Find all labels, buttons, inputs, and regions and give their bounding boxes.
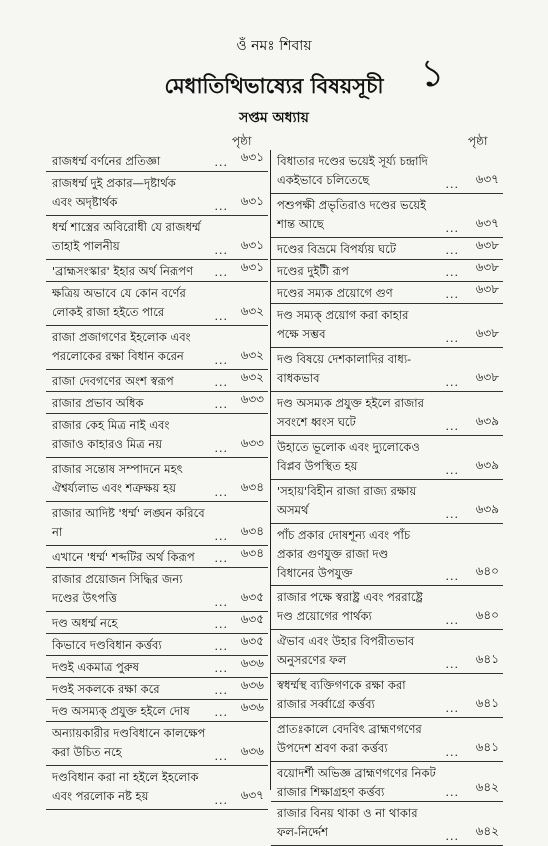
- entry-topic: এখানে 'ধর্ম্ম' শব্দটির অর্থ কিরূপ: [52, 550, 195, 564]
- index-entry: [46, 216, 268, 260]
- entry-page-number: ৬৩৩: [240, 392, 264, 406]
- entry-topic: দণ্ডের বিভ্রমে বিপর্য্যয় ঘটে: [277, 242, 397, 256]
- entry-page-number: ৬৩৬: [240, 700, 264, 714]
- entry-page-number: ৬৩৭: [475, 216, 499, 230]
- entry-page-number: ৬৩৬: [240, 678, 264, 692]
- index-entry: [271, 674, 503, 718]
- chapter-subtitle: সপ্তম অধ্যায়: [239, 110, 309, 126]
- entry-leader-dots: ...: [214, 200, 228, 213]
- entry-page-number: ৬৩৬: [240, 744, 264, 758]
- entry-topic: রাজার আদিষ্ট 'ধর্ম্ম' লঙ্ঘন করিবে না: [52, 506, 205, 539]
- entry-topic: প্রাতঃকালে বেদবিৎ ব্রাহ্মণগণের উপদেশ শ্রবণ করা কর্ত্তব্য: [277, 722, 422, 755]
- entry-topic: উহাতে ভূলোক এবং দ্যুলোকেও বিপ্লব উপস্থিত হয়: [277, 440, 420, 473]
- index-entry: [46, 172, 268, 216]
- index-entry: [271, 348, 503, 392]
- entry-topic: দণ্ড বিষয়ে দেশকালাদির বাধ্য- বাধকভাব: [277, 352, 412, 385]
- entry-page-number: ৬৩৫: [240, 634, 264, 648]
- entry-page-number: ৬৩৫: [240, 590, 264, 604]
- index-entry: [46, 326, 268, 370]
- index-entry: [271, 282, 503, 304]
- entry-page-number: ৬৩৯: [475, 502, 499, 516]
- index-entry: [271, 762, 503, 802]
- entry-topic: দণ্ডবিধান করা না হইলে ইহলোক এবং পরলোক নষ্ট হয়: [52, 770, 199, 803]
- index-entry: [271, 480, 503, 524]
- entry-leader-dots: ...: [214, 354, 228, 367]
- index-entry: [271, 392, 503, 436]
- entry-page-number: ৬৩৬: [240, 656, 264, 670]
- page-title: মেধাতিথিভাষ্যের বিষয়সূচী: [164, 73, 384, 98]
- entry-topic: রাজার পক্ষে স্বরাষ্ট্র এবং পররাষ্ট্রে দণ্ড প্রয়োগের পার্থক্য: [277, 590, 423, 623]
- entry-leader-dots: ...: [445, 244, 459, 257]
- index-entry: [271, 524, 503, 586]
- entry-topic: রাজার সন্তোষ সম্পাদনে মহৎ ঐশ্বর্য্যলাভ এবং শত্রুক্ষয় হয়: [52, 462, 183, 495]
- entry-page-number: ৬৩৩: [240, 436, 264, 450]
- entry-leader-dots: ...: [214, 442, 228, 455]
- entry-leader-dots: ...: [445, 332, 459, 345]
- entry-page-number: ৬৩৮: [475, 326, 499, 340]
- entry-topic: বিধাতার দণ্ডের ভয়েই সূর্য্য চন্দ্রাদি একইভাবে চলিতেছে: [277, 154, 428, 187]
- left-index-column: [46, 150, 268, 807]
- entry-leader-dots: ...: [445, 658, 459, 671]
- entry-topic: দণ্ডই সকলকে রক্ষা করে: [52, 682, 160, 696]
- entry-leader-dots: ...: [214, 596, 228, 609]
- entry-page-number: ৬৩৭: [475, 172, 499, 186]
- entry-leader-dots: ...: [214, 684, 228, 697]
- entry-topic: দণ্ডের দুইটী রূপ: [277, 264, 349, 278]
- invocation-text: ওঁ নমঃ শিবায়: [236, 38, 312, 54]
- entry-topic: ঐভাব এবং উহার বিপরীতভাব অনুসরণের ফল: [277, 634, 415, 667]
- entry-page-number: ৬৩৮: [475, 370, 499, 384]
- index-entry: [271, 436, 503, 480]
- index-entry: [46, 678, 268, 700]
- index-entry: [271, 718, 503, 762]
- index-entry: [46, 260, 268, 282]
- entry-leader-dots: ...: [214, 486, 228, 499]
- index-entry: [271, 586, 503, 630]
- entry-topic: পাঁচ প্রকার দোষশূন্য এবং পাঁচ প্রকার গুণযুক্ত রাজা দণ্ড বিধানের উপযুক্ত: [277, 528, 411, 580]
- entry-topic: রাজার প্রয়োজন সিদ্ধির জন্য দণ্ডের উৎপত্তি: [52, 572, 183, 605]
- index-entry: [46, 656, 268, 678]
- entry-leader-dots: ...: [214, 706, 228, 719]
- entry-leader-dots: ...: [214, 618, 228, 631]
- entry-leader-dots: ...: [214, 376, 228, 389]
- index-entry: [46, 766, 268, 810]
- entry-page-number: ৬৩৮: [475, 238, 499, 252]
- entry-leader-dots: ...: [445, 702, 459, 715]
- entry-leader-dots: ...: [214, 266, 228, 279]
- entry-topic: 'ব্রাহ্মসংস্কার' ইহার অর্থ নিরূপণ: [52, 264, 194, 278]
- entry-page-number: ৬৩৪: [240, 480, 264, 494]
- index-entry: [271, 304, 503, 348]
- index-entry: [46, 722, 268, 766]
- index-entry: [271, 260, 503, 282]
- entry-leader-dots: ...: [214, 244, 228, 257]
- page-column-label-left: পৃষ্ঠা: [232, 134, 252, 148]
- entry-leader-dots: ...: [445, 222, 459, 235]
- entry-leader-dots: ...: [445, 376, 459, 389]
- entry-leader-dots: ...: [445, 746, 459, 759]
- entry-topic: দণ্ডই একমাত্র পুরুষ: [52, 660, 140, 674]
- entry-page-number: ৬৩৯: [475, 458, 499, 472]
- index-entry: [46, 370, 268, 392]
- entry-topic: ক্ষত্রিয় অভাবে যে কোন বর্ণের লোকই রাজা হইতে পারে: [52, 286, 186, 319]
- entry-leader-dots: ...: [445, 830, 459, 843]
- entry-leader-dots: ...: [445, 464, 459, 477]
- entry-leader-dots: ...: [214, 662, 228, 675]
- entry-leader-dots: ...: [445, 786, 459, 799]
- page-number: ১: [420, 51, 445, 95]
- entry-page-number: ৬৩১: [240, 150, 264, 164]
- entry-leader-dots: ...: [445, 178, 459, 191]
- entry-page-number: ৬৩১: [240, 194, 264, 208]
- entry-topic: অন্যায়কারীর দণ্ডবিধানে কালক্ষেপ করা উচিত নহে: [52, 726, 206, 759]
- entry-topic: পশুপক্ষী প্রভৃতিরাও দণ্ডের ভয়েই শান্ত আছে: [277, 198, 426, 231]
- entry-page-number: ৬৩১: [240, 260, 264, 274]
- index-entry: [46, 458, 268, 502]
- entry-topic: রাজা দেবগণের অংশ স্বরূপ: [52, 374, 174, 388]
- page-column-label-right: পৃষ্ঠা: [468, 134, 488, 148]
- entry-topic: রাজা প্রজাগণের ইহলোক এবং পরলোকের রক্ষা বিধান করেন: [52, 330, 191, 363]
- entry-topic: স্বধর্ম্মস্থ ব্যক্তিগণকে রক্ষা করা রাজার সর্ব্বাগ্রে কর্ত্তব্য: [277, 678, 406, 711]
- index-entry: [46, 150, 268, 172]
- entry-page-number: ৬৩৮: [475, 282, 499, 296]
- entry-topic: ধর্ম্ম শাস্ত্রের অবিরোধী যে রাজধর্ম্ম তাহাই পালনীয়: [52, 220, 201, 253]
- index-entry: [46, 546, 268, 568]
- entry-topic: রাজধর্ম্ম বর্ণনের প্রতিজ্ঞা: [52, 154, 161, 168]
- index-entry: [271, 238, 503, 260]
- entry-page-number: ৬৩৭: [240, 788, 264, 802]
- index-entry: [46, 612, 268, 634]
- entry-leader-dots: ...: [214, 552, 228, 565]
- entry-page-number: ৬৪০: [475, 564, 499, 578]
- entry-leader-dots: ...: [214, 398, 228, 411]
- entry-topic: দণ্ড অসম্যক্ প্রযুক্ত হইলে দোষ: [52, 704, 190, 718]
- entry-page-number: ৬৩২: [240, 304, 264, 318]
- entry-leader-dots: ...: [214, 156, 228, 169]
- entry-page-number: ৬৩৪: [240, 524, 264, 538]
- entry-topic: 'সহায়'বিহীন রাজা রাজ্য রক্ষায় অসমর্থ: [277, 484, 417, 517]
- entry-leader-dots: ...: [214, 794, 228, 807]
- index-entry: [46, 568, 268, 612]
- entry-topic: দণ্ড অসম্যক প্রযুক্ত হইলে রাজার সবংশে ধ্বংস ঘটে: [277, 396, 424, 429]
- entry-leader-dots: ...: [214, 640, 228, 653]
- index-entry: [46, 700, 268, 722]
- entry-page-number: ৬৩২: [240, 348, 264, 362]
- index-entry: [271, 630, 503, 674]
- index-entry: [46, 414, 268, 458]
- entry-leader-dots: ...: [214, 530, 228, 543]
- entry-page-number: ৬৩২: [240, 370, 264, 384]
- index-entry: [271, 194, 503, 238]
- entry-leader-dots: ...: [445, 266, 459, 279]
- entry-page-number: ৬৩৫: [240, 612, 264, 626]
- entry-leader-dots: ...: [214, 310, 228, 323]
- entry-page-number: ৬৪০: [475, 608, 499, 622]
- entry-page-number: ৬৪১: [475, 696, 499, 710]
- entry-leader-dots: ...: [445, 614, 459, 627]
- entry-topic: দণ্ডের সম্যক প্রয়োগে গুণ: [277, 286, 393, 300]
- index-entry: [271, 150, 503, 194]
- index-entry: [271, 802, 503, 846]
- entry-topic: দণ্ড সম্যক্ প্রয়োগ করা কাহার পক্ষে সম্ভব: [277, 308, 409, 341]
- entry-topic: রাজার কেহ মিত্র নাই এবং রাজাও কাহারও মিত্র নয়: [52, 418, 170, 451]
- index-entry: [46, 634, 268, 656]
- entry-leader-dots: ...: [214, 750, 228, 763]
- entry-page-number: ৬৩৪: [240, 546, 264, 560]
- entry-topic: দণ্ড অধর্ম্ম নহে: [52, 616, 118, 630]
- index-entry: [46, 502, 268, 546]
- entry-page-number: ৬৪১: [475, 652, 499, 666]
- entry-leader-dots: ...: [445, 570, 459, 583]
- entry-page-number: ৬৪১: [475, 740, 499, 754]
- entry-leader-dots: ...: [445, 420, 459, 433]
- right-index-column: [270, 150, 503, 843]
- entry-leader-dots: ...: [445, 508, 459, 521]
- entry-topic: রাজার বিনয় থাকা ও না থাকার ফল-নির্দ্দেশ: [277, 806, 418, 839]
- entry-page-number: ৬৩৯: [475, 414, 499, 428]
- index-entry: [46, 392, 268, 414]
- entry-page-number: ৬৩১: [240, 238, 264, 252]
- index-entry: [46, 282, 268, 326]
- entry-leader-dots: ...: [445, 288, 459, 301]
- entry-topic: কিভাবে দণ্ডবিধান কর্ত্তব্য: [52, 638, 162, 652]
- entry-page-number: ৬৩৮: [475, 260, 499, 274]
- entry-page-number: ৬৪২: [475, 780, 499, 794]
- entry-page-number: ৬৪২: [475, 824, 499, 838]
- entry-topic: বয়োদর্শী অভিজ্ঞ ব্রাহ্মণগণের নিকট রাজার শিক্ষাগ্রহণ কর্ত্তব্য: [277, 766, 436, 799]
- entry-topic: রাজধর্ম্ম দুই প্রকার—দৃষ্টার্থক এবং অদৃষ্টার্থক: [52, 176, 176, 209]
- entry-topic: রাজার প্রভাব অধিক: [52, 396, 144, 410]
